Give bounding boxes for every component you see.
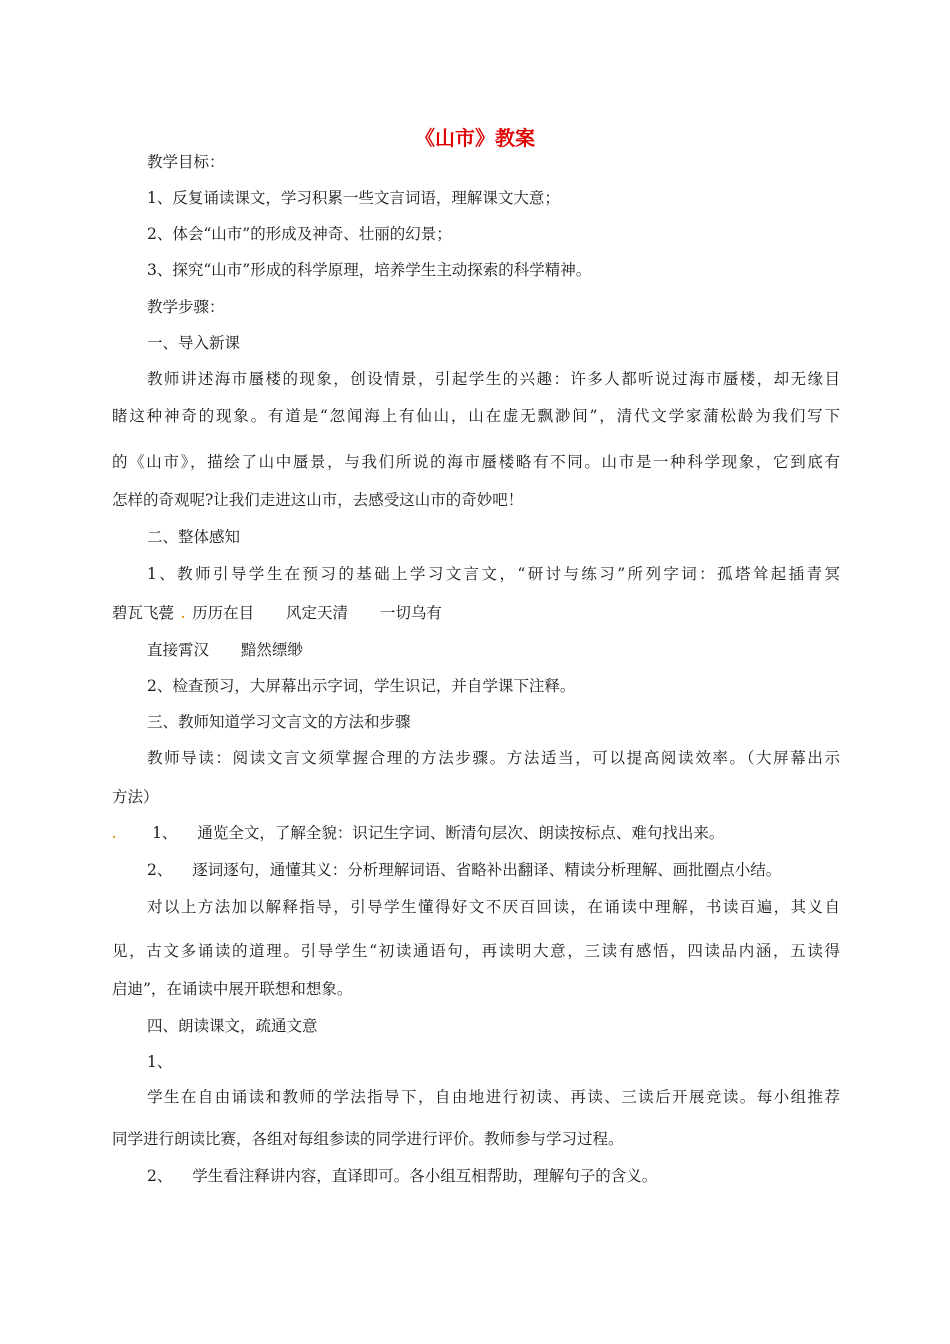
paragraph-line: 学生在自由诵读和教师的学法指导下，自由地进行初读、再读、三读后开展竞读。每小组推荐 (147, 1088, 840, 1106)
item-2 (147, 1165, 840, 1187)
objective-1: 1、反复诵读课文，学习积累一些文言词语，理解课文大意； (147, 189, 560, 207)
page-title: 《山市》教案 (415, 126, 535, 150)
paragraph-line: 睹这种神奇的现象。有道是“忽闻海上有仙山，山在虚无飘渺间”，清代文学家蒲松龄为我们写下 (112, 407, 840, 425)
section-3-heading: 三、教师知道学习文言文的方法和步骤 (147, 713, 411, 731)
vocab-word: 直接霄汉 (147, 641, 210, 659)
vocab-row-1 (112, 602, 840, 625)
bullet-dot: . (112, 827, 117, 841)
vocab-row-2 (147, 639, 840, 661)
vocab-word: 风定天清 (285, 604, 348, 622)
vocab-word: 碧瓦飞甍 (112, 604, 175, 622)
paragraph-line: 见，古文多诵读的道理。引导学生“初读通语句，再读明大意，三读有感悟，四读品内涵，五读得 (112, 942, 840, 960)
bullet-dot: . (180, 607, 186, 621)
paragraph-line: 方法） (112, 788, 159, 806)
method-1 (112, 822, 840, 845)
method-text: 逐词逐句，通懂其义：分析理解词语、省略补出翻译、精读分析理解、画批圈点小结。 (192, 861, 782, 879)
paragraph-line: 1、教师引导学生在预习的基础上学习文言文，“研讨与练习”所列字词：孤塔耸起插青冥 (147, 565, 840, 583)
method-2 (147, 859, 840, 881)
section-1-heading: 一、导入新课 (147, 334, 241, 352)
paragraph-line: 启迪”，在诵读中展开联想和想象。 (112, 980, 353, 998)
method-text: 通览全文，了解全貌：识记生字词、断清句层次、朗读按标点、难句找出来。 (197, 824, 725, 842)
item-number: 1、 (147, 1053, 173, 1071)
paragraph-line: 的《山市》，描绘了山中蜃景，与我们所说的海市蜃楼略有不同。山市是一种科学现象，它到底有 (112, 453, 840, 471)
vocab-word: 一切乌有 (379, 604, 442, 622)
vocab-word: 黯然缥缈 (240, 641, 303, 659)
section-4-heading: 四、朗读课文，疏通文意 (147, 1017, 318, 1035)
objective-2: 2、体会“山市”的形成及神奇、壮丽的幻景； (147, 225, 452, 243)
objectives-heading: 教学目标： (147, 153, 225, 171)
paragraph-line: 教师讲述海市蜃楼的现象，创设情景，引起学生的兴趣：许多人都听说过海市蜃楼，却无缘目 (147, 370, 840, 388)
method-number: 2、 (147, 861, 173, 879)
item-number: 2、 (147, 1167, 173, 1185)
paragraph-line: 对以上方法加以解释指导，引导学生懂得好文不厌百回读，在诵读中理解，书读百遍，其义自 (147, 898, 840, 916)
section-2-heading: 二、整体感知 (147, 528, 241, 546)
paragraph-line: 同学进行朗读比赛，各组对每组参读的同学进行评价。教师参与学习过程。 (112, 1130, 624, 1148)
paragraph-line: 2、检查预习，大屏幕出示字词，学生识记，并自学课下注释。 (147, 677, 576, 695)
steps-heading: 教学步骤： (147, 298, 225, 316)
objective-3: 3、探究“山市”形成的科学原理，培养学生主动探索的科学精神。 (147, 261, 592, 279)
vocab-word: 历历在目 (192, 604, 255, 622)
paragraph-line: 怎样的奇观呢?让我们走进这山市，去感受这山市的奇妙吧！ (112, 491, 524, 509)
method-number: 1、 (152, 824, 178, 842)
item-text: 学生看注释讲内容，直译即可。各小组互相帮助，理解句子的含义。 (192, 1167, 658, 1185)
paragraph-line: 教师导读：阅读文言文须掌握合理的方法步骤。方法适当，可以提高阅读效率。（大屏幕出示 (147, 749, 840, 767)
